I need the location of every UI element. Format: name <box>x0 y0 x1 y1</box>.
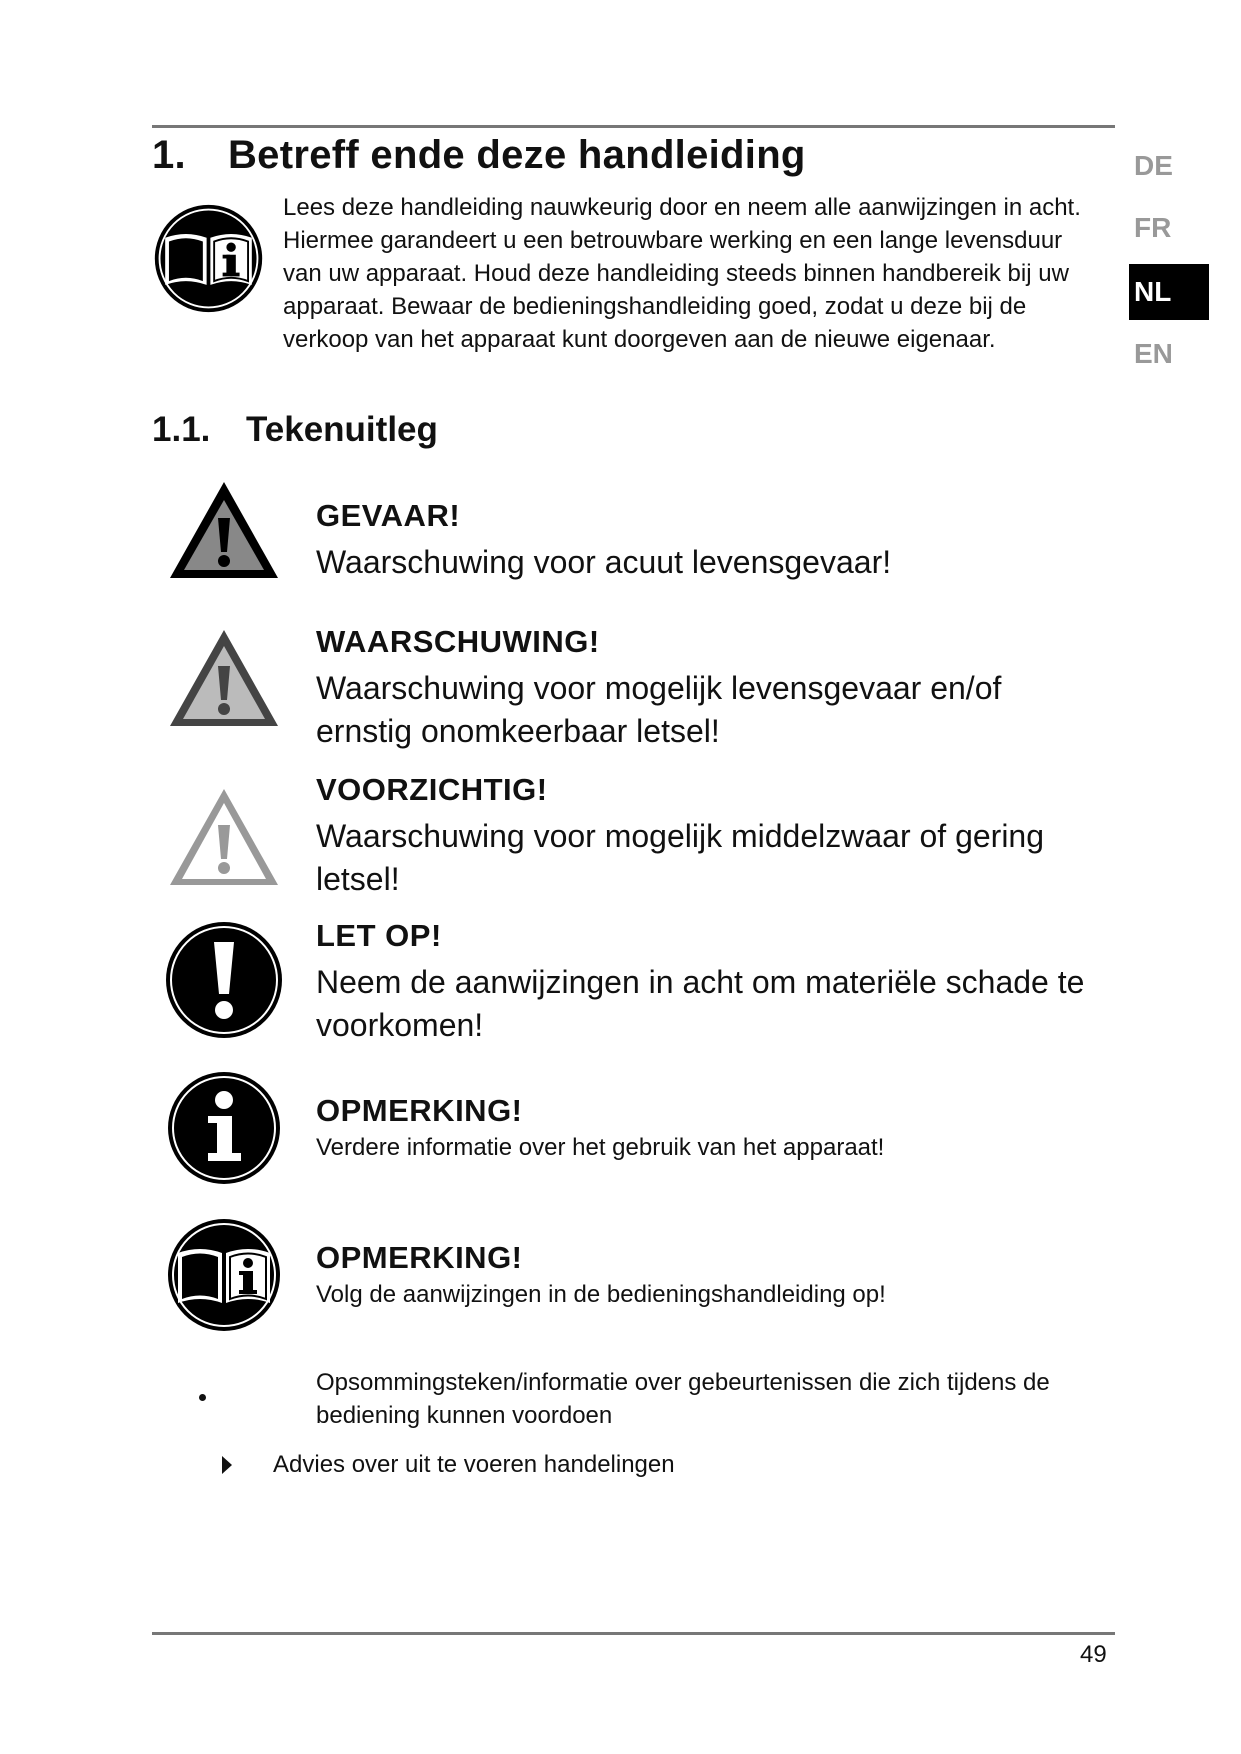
caution-triangle-icon <box>164 781 284 901</box>
symbol-text-manual: Volg de aanwijzingen in de bedieningshandleiding op! <box>316 1281 886 1308</box>
symbol-text-attention: Neem de aanwijzingen in acht om materiële schade te voorkomen! <box>316 964 1085 1043</box>
symbol-title-note: OPMERKING! <box>316 1093 523 1128</box>
symbol-title-attention: LET OP! <box>316 918 442 953</box>
top-rule <box>152 125 1115 128</box>
symbol-title-manual: OPMERKING! <box>316 1240 523 1275</box>
warning-triangle-icon <box>164 622 284 742</box>
subsection-number: 1.1. <box>152 410 211 449</box>
page-title <box>152 133 806 178</box>
symbol-title-danger: GEVAAR! <box>316 498 461 533</box>
lang-tab-de[interactable]: DE <box>1134 150 1173 181</box>
symbol-text-note: Verdere informatie over het gebruik van het apparaat! <box>316 1134 885 1161</box>
lang-tab-en[interactable]: EN <box>1134 338 1173 369</box>
section-title: Betreff ende deze handleiding <box>228 133 806 177</box>
manual-info-icon <box>164 1215 284 1335</box>
lang-tab-fr[interactable]: FR <box>1134 212 1172 243</box>
exclamation-circle-icon <box>164 920 284 1040</box>
symbol-title-caution: VOORZICHTIG! <box>316 772 548 807</box>
intro-paragraph: Lees deze handleiding nauwkeurig door en neem alle aanwijzingen in acht. Hiermee garandeert u een betrouwbare werking en een lange levensduur van uw apparaat. Houd deze handleiding steeds binnen handbereik bij uw apparaat. Bewaar de bedieningshandleiding goed, zodat u deze bij de verkoop van het apparaat kunt doorgeven aan de nieuwe eigenaar. <box>283 194 1081 353</box>
subsection-title <box>152 410 438 450</box>
bullet-icon <box>199 1394 206 1401</box>
manual-info-icon <box>152 202 265 315</box>
symbol-title-warning: WAARSCHUWING! <box>316 624 600 659</box>
action-text: Advies over uit te voeren handelingen <box>273 1451 675 1478</box>
info-circle-icon <box>164 1068 284 1188</box>
lang-tab-nl[interactable]: NL <box>1129 264 1209 320</box>
bullet-text: Opsommingsteken/informatie over gebeurtenissen die zich tijdens de bediening kunnen voordoen <box>316 1369 1050 1429</box>
symbol-text-danger: Waarschuwing voor acuut levensgevaar! <box>316 544 892 580</box>
symbol-text-warning: Waarschuwing voor mogelijk levensgevaar en/of ernstig onomkeerbaar letsel! <box>316 670 1002 749</box>
subsection-label: Tekenuitleg <box>246 410 438 449</box>
page-number: 49 <box>1080 1641 1107 1668</box>
symbol-text-caution: Waarschuwing voor mogelijk middelzwaar of gering letsel! <box>316 818 1045 897</box>
section-number: 1. <box>152 133 186 177</box>
bottom-rule <box>152 1632 1115 1635</box>
danger-triangle-icon <box>164 474 284 594</box>
action-arrow-icon <box>222 1456 232 1474</box>
